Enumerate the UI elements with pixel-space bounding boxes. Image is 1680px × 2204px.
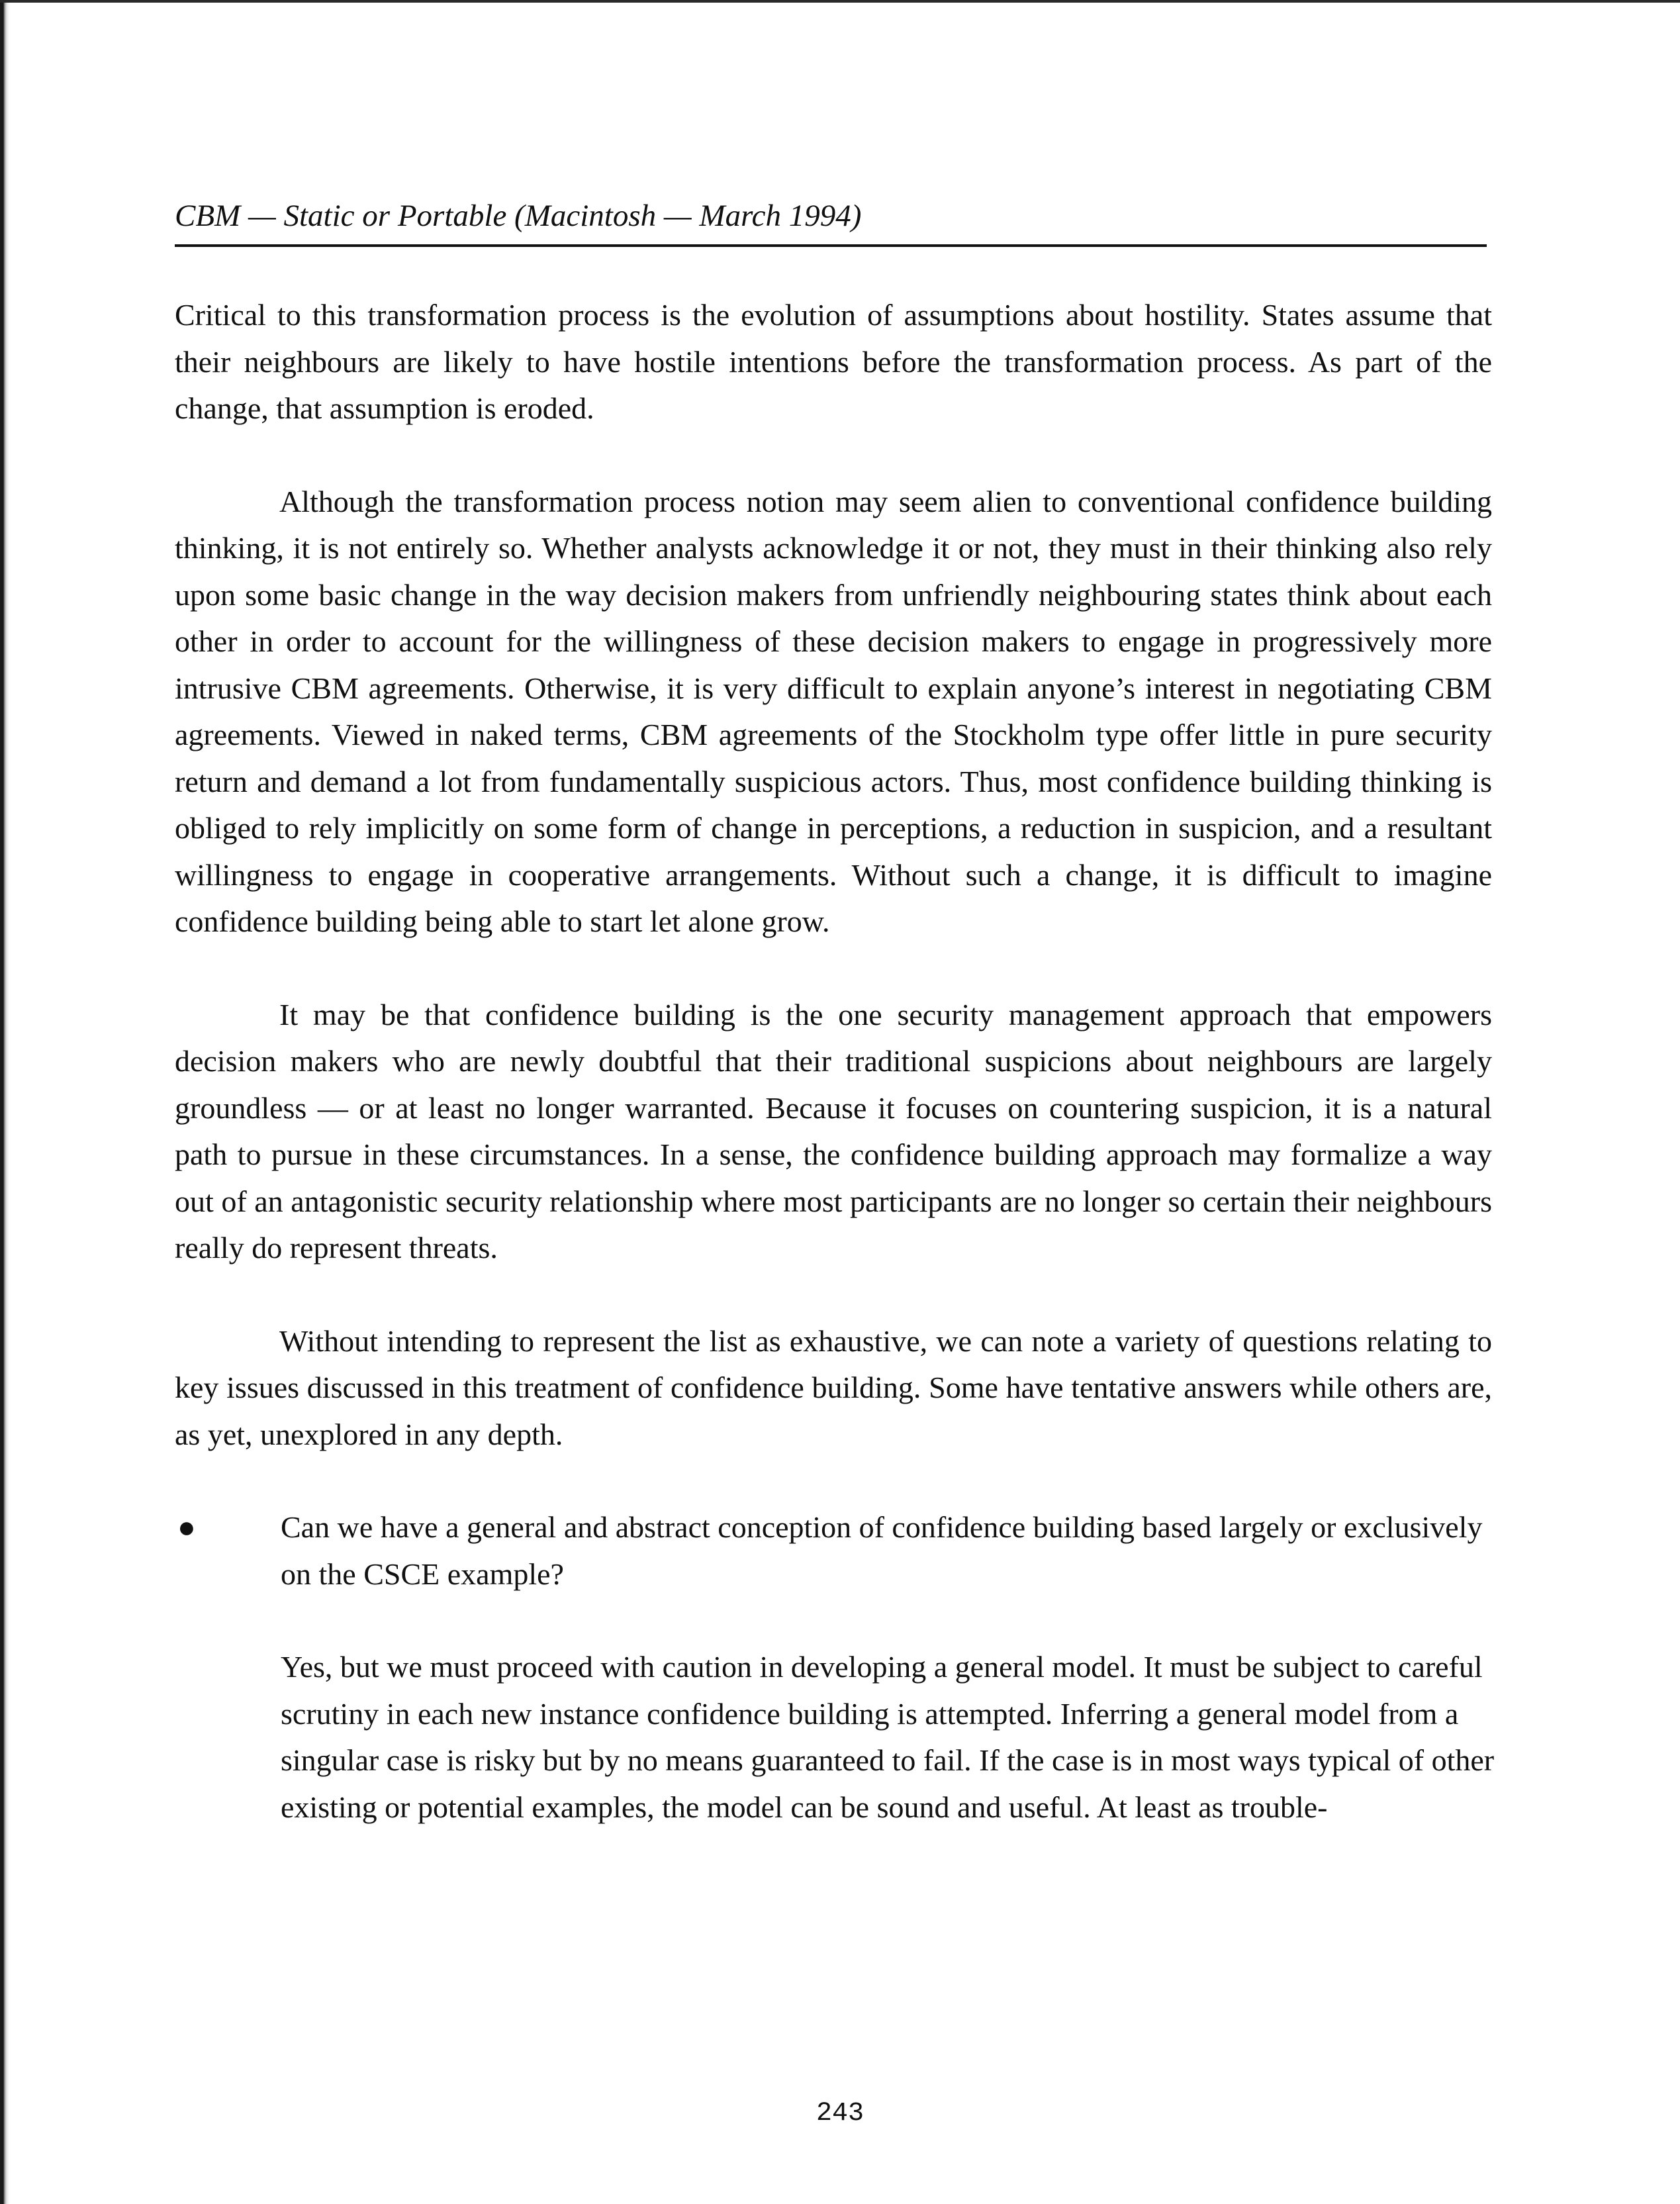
paragraph-spacer [175, 1458, 1492, 1504]
body-text [175, 292, 1495, 1831]
header-rule [175, 244, 1487, 247]
bullet-icon: ● [177, 1510, 196, 1544]
paragraph-spacer [175, 1272, 1492, 1318]
answer-text: Yes, but we must proceed with caution in developing a general model. It must be subject to careful scrutiny in each new instance confidence building is attempted. Inferring a general model from a singular case is risky but by no means guaranteed to fail. If the case is in most ways typical of other existing or potential examples, the model can be sound and useful. At least as trouble- [281, 1650, 1495, 1824]
scan-edge-top [0, 0, 1680, 3]
document-page [175, 195, 1495, 1831]
question-list-item [175, 1504, 1512, 1598]
paragraph-spacer [175, 432, 1492, 479]
page-number: 243 [816, 2099, 864, 2129]
running-header [175, 195, 1492, 247]
running-title: CBM — Static or Portable (Macintosh — March 1994) [175, 199, 862, 233]
paragraph-4: Without intending to represent the list as exhaustive, we can note a variety of questions relating to key issues discussed in this treatment of confidence building. Some have tentative answers while others are, as yet, unexplored in any depth. [175, 1323, 1492, 1451]
paragraph-spacer [175, 1598, 1492, 1644]
answer-block [175, 1644, 1525, 1831]
scan-edge-left [0, 0, 9, 2204]
paragraph-3: It may be that confidence building is the one security management approach that empowers decision makers who are newly doubtful that their traditional suspicions about neighbours are largely groundless — or at least no longer warranted. Because it focuses on countering suspicion, it is a natural path to pursue in these circumstances. In a sense, the confidence building approach may formalize a way out of an antagonistic security relationship where most participants are no longer so certain their neighbours really do represent threats. [175, 997, 1492, 1265]
paragraph-1: Critical to this transformation process is the evolution of assumptions about hostility. States assume that their neighbours are likely to have hostile intentions before the transformation process. As part of the change, that assumption is eroded. [175, 298, 1492, 425]
question-text: Can we have a general and abstract conception of confidence building based largely or exclusively on the CSCE example? [281, 1510, 1483, 1591]
paragraph-2: Although the transformation process notion may seem alien to conventional confidence building thinking, it is not entirely so. Whether analysts acknowledge it or not, they must in their thinking also rely upon some basic change in the way decision makers from unfriendly neighbouring states think about each other in order to account for the willingness of these decision makers to engage in progressively more intrusive CBM agreements. Otherwise, it is very difficult to explain anyone’s interest in negotiating CBM agreements. Viewed in naked terms, CBM agreements of the Stockholm type offer little in pure security return and demand a lot from fundamentally suspicious actors. Thus, most confidence building thinking is obliged to rely implicitly on some form of change in perceptions, a reduction in suspicion, and a resultant willingness to engage in cooperative arrangements. Without such a change, it is difficult to imagine confidence building being able to start let alone grow. [175, 484, 1492, 938]
paragraph-spacer [175, 945, 1492, 992]
